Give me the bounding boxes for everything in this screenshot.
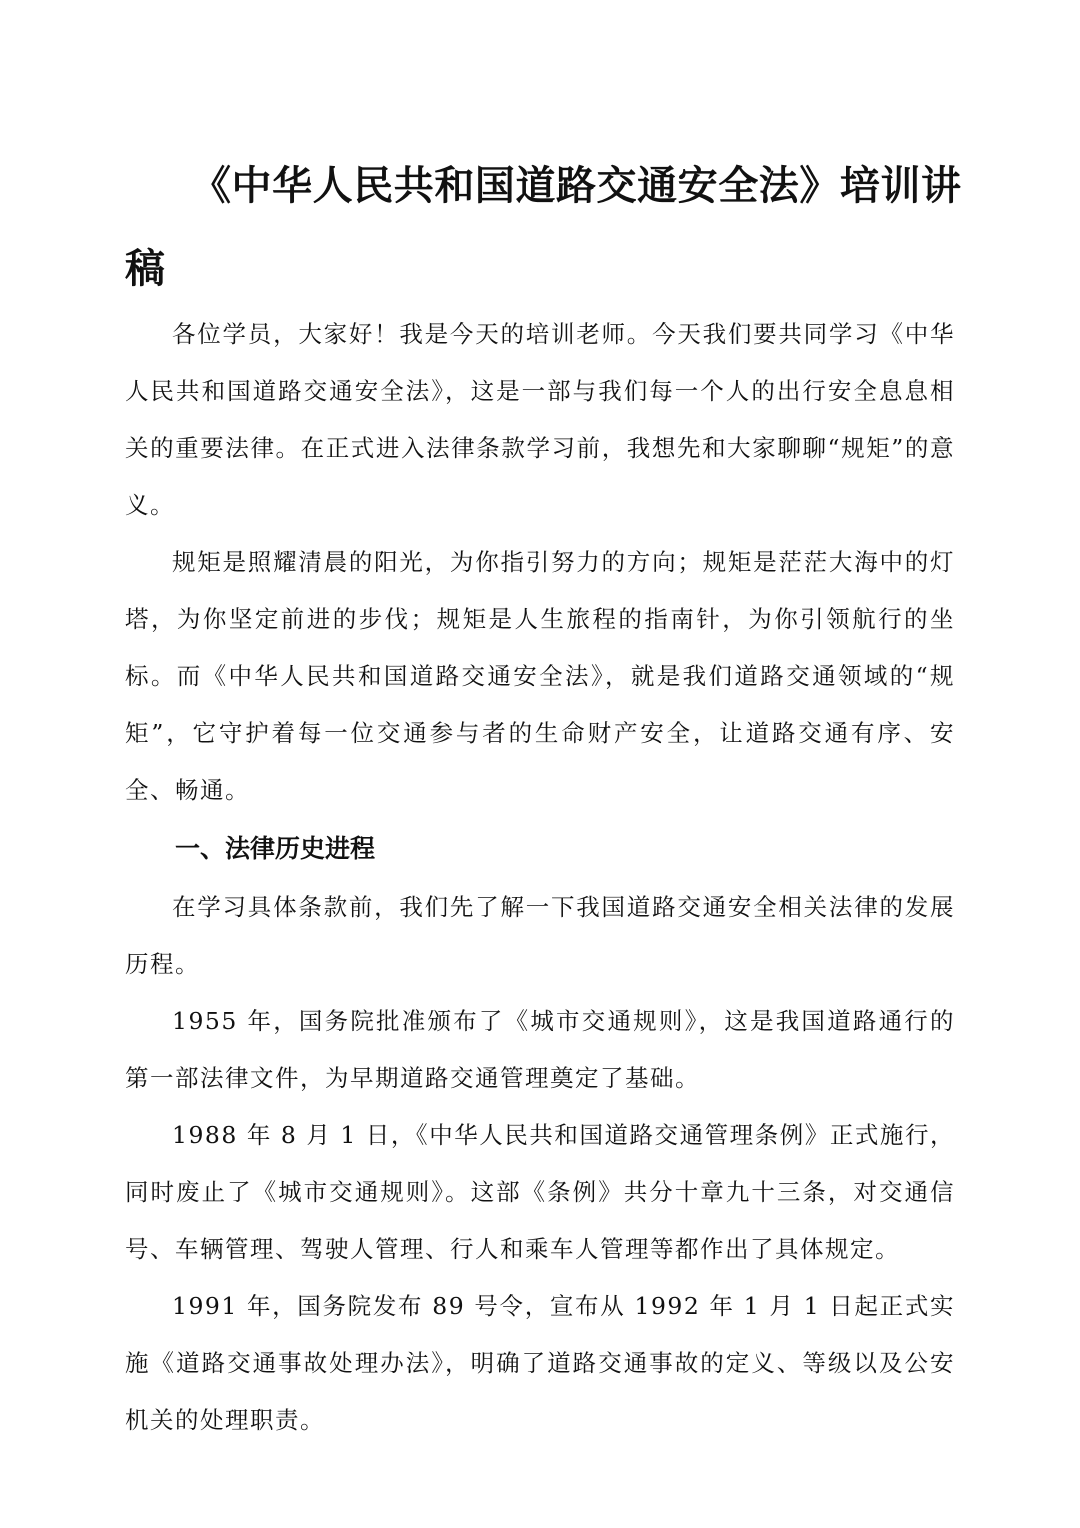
document-title: 《中华人民共和国道路交通安全法》培训讲稿 xyxy=(125,163,960,292)
paragraph-history-intro: 在学习具体条款前，我们先了解一下我国道路交通安全相关法律的发展历程。 xyxy=(125,893,955,978)
paragraph-1991: 1991 年，国务院发布 89 号令，宣布从 1992 年 1 月 1 日起正式实施《道路交通事故处理办法》，明确了道路交通事故的定义、等级以及公安机关的处理职责。 xyxy=(125,1292,955,1434)
paragraph-intro: 各位学员，大家好！我是今天的培训老师。今天我们要共同学习《中华人民共和国道路交通安全法》，这是一部与我们每一个人的出行安全息息相关的重要法律。在正式进入法律条款学习前，我想先和大家聊聊“规矩”的意义。 xyxy=(125,320,955,519)
section-heading: 一、法律历史进程 xyxy=(175,834,376,863)
document-body xyxy=(125,306,955,1449)
paragraph-1955: 1955 年，国务院批准颁布了《城市交通规则》，这是我国道路通行的第一部法律文件，为早期道路交通管理奠定了基础。 xyxy=(125,1007,955,1092)
paragraph-rules: 规矩是照耀清晨的阳光，为你指引努力的方向；规矩是茫茫大海中的灯塔，为你坚定前进的步伐；规矩是人生旅程的指南针，为你引领航行的坐标。而《中华人民共和国道路交通安全法》，就是我们道路交通领域的“规矩”，它守护着每一位交通参与者的生命财产安全，让道路交通有序、安全、畅通。 xyxy=(125,548,955,804)
paragraph-1988: 1988 年 8 月 1 日，《中华人民共和国道路交通管理条例》正式施行，同时废止了《城市交通规则》。这部《条例》共分十章九十三条，对交通信号、车辆管理、驾驶人管理、行人和乘车人管理等都作出了具体规定。 xyxy=(125,1121,955,1263)
